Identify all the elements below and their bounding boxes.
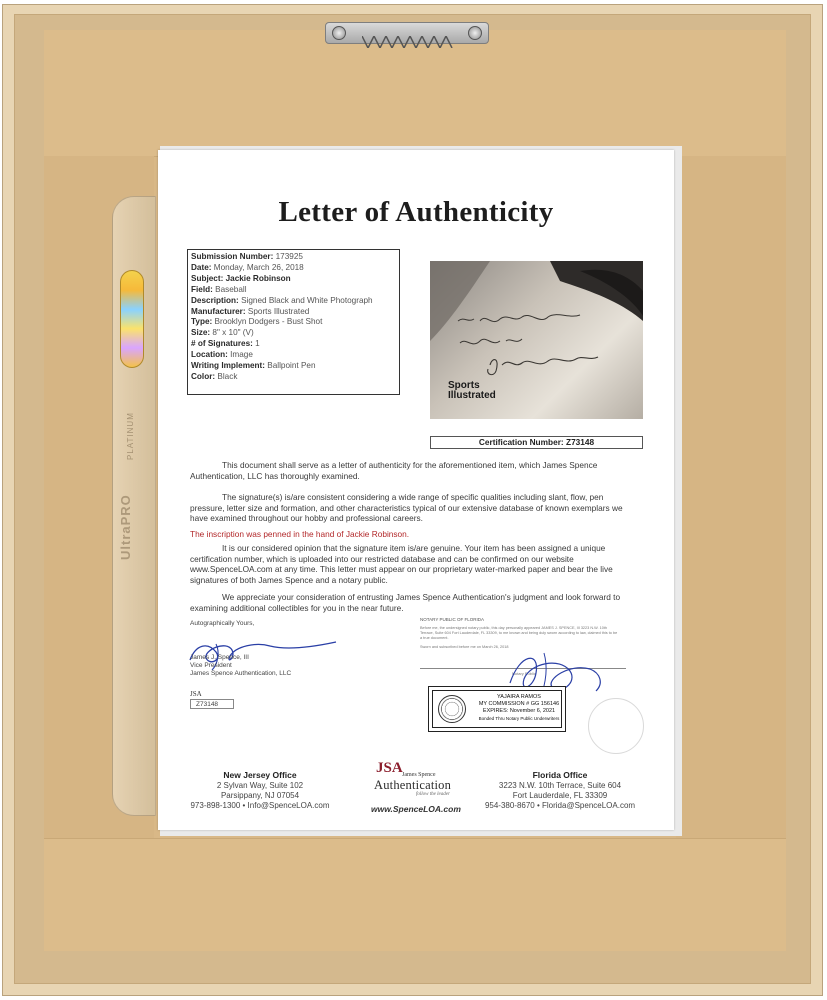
backing-tape-top: [44, 30, 786, 157]
jsa-sticker-number: Z73148: [190, 699, 234, 709]
info-row: Submission Number: 173925: [191, 252, 303, 261]
signer-block: [190, 654, 291, 677]
certification-number-box: Certification Number: Z73148: [430, 436, 643, 449]
notary-stamp-text: YAJAIRA RAMOS MY COMMISSION # GG 156146 EXPIRES: November 6, 2021 Bonded Thru Notary Public Underwriters: [478, 694, 560, 721]
info-row: Type: Brooklyn Dodgers - Bust Shot: [191, 317, 323, 327]
embossed-seal: [588, 698, 644, 754]
new-jersey-office: New Jersey Office 2 Sylvan Way, Suite 102 Parsippany, NJ 07054 973-898-1300 • Info@SpenceLOA.com: [190, 770, 330, 810]
hologram-sticker: [120, 270, 144, 368]
paragraph-intro: This document shall serve as a letter of authenticity for the aforementioned item, which James Spence Authentication, LLC has thoroughly examined.: [190, 460, 598, 481]
florida-office: Florida Office 3223 N.W. 10th Terrace, Suite 604 Fort Lauderdale, FL 33309 954-380-8670 • Florida@SpenceLOA.com: [484, 770, 636, 810]
notary-stamp-inner: [432, 690, 562, 728]
website-url: www.SpenceLOA.com: [371, 804, 461, 814]
sawtooth-teeth-icon: [362, 36, 454, 48]
paragraph-consistency: The signature(s) is/are consistent considering a wide range of specific qualities including slant, flow, pen pressure, letter size and formation, and other characteristics typical of our extensive database of known exemplars we have examined throughout our hobby and professional careers.: [190, 492, 623, 524]
info-row: Writing Implement: Ballpoint Pen: [191, 361, 316, 371]
info-row: Size: 8" x 10" (V): [191, 328, 254, 338]
info-row: Date: Monday, March 26, 2018: [191, 262, 304, 272]
sleeve-brand-label: UltraPRO: [118, 494, 133, 560]
notary-public-label: Notary Public: [512, 671, 536, 676]
info-row: Description: Signed Black and White Photograph: [191, 295, 373, 305]
signer-title: Vice President: [190, 661, 232, 669]
item-photo: [430, 261, 643, 419]
paragraph-appreciation: We appreciate your consideration of entrusting James Spence Authentication's judgment and look forward to examining additional collectibles for you in the near future.: [190, 592, 621, 613]
signer-name: James J. Spence, III: [190, 654, 249, 661]
submission-info-box: [187, 249, 400, 395]
letter-title: Letter of Authenticity: [278, 196, 554, 228]
sleeve-platinum-label: PLATINUM: [126, 412, 135, 460]
sports-illustrated-logo: Sports Illustrated: [448, 380, 496, 401]
jsa-logo: JSA James Spence Authentication follow the leader: [374, 760, 452, 797]
notary-sworn-text: Sworn and subscribed before me on March 26, 2018: [420, 645, 509, 649]
info-row: Field: Baseball: [191, 284, 247, 294]
closing-text: Autographically Yours,: [190, 620, 255, 627]
info-row: Color: Black: [191, 371, 238, 381]
paragraph-opinion: It is our considered opinion that the signature item is/are genuine. Your item has been assigned a unique certification number, which is uploaded into our restricted database and can be confirmed on our website www.SpenceLOA.com at any time. This letter must appear on our proprietary water-marked paper and bear the live signatures of both James Spence and a notary public.: [190, 543, 613, 586]
backing-tape-bottom: [44, 838, 786, 951]
info-row: # of Signatures: 1: [191, 339, 260, 349]
jsa-sticker-label: JSA: [190, 690, 202, 698]
backing-tape-right: [676, 156, 786, 838]
info-row: Subject: Jackie Robinson: [191, 273, 291, 283]
screw-icon: [468, 26, 482, 40]
notary-heading: NOTARY PUBLIC OF FLORIDA: [420, 617, 485, 622]
paragraph-inscription: The inscription was penned in the hand of Jackie Robinson.: [190, 529, 410, 539]
info-row: Location: Image: [191, 350, 253, 360]
notary-stamp: [428, 686, 566, 732]
signer-company: James Spence Authentication, LLC: [190, 669, 292, 677]
notary-text: Before me, the undersigned notary public, this day personally appeared JAMES J. SPENCE, III 3223 N.W. 10th Terrace, Suite 604 Fort Lauderdale, FL 33309, to me known and being duly sworn according to law, claimed this to be a true document.: [420, 626, 618, 640]
info-row: Manufacturer: Sports Illustrated: [191, 306, 310, 316]
notary-seal-icon: [438, 695, 466, 723]
screw-icon: [332, 26, 346, 40]
